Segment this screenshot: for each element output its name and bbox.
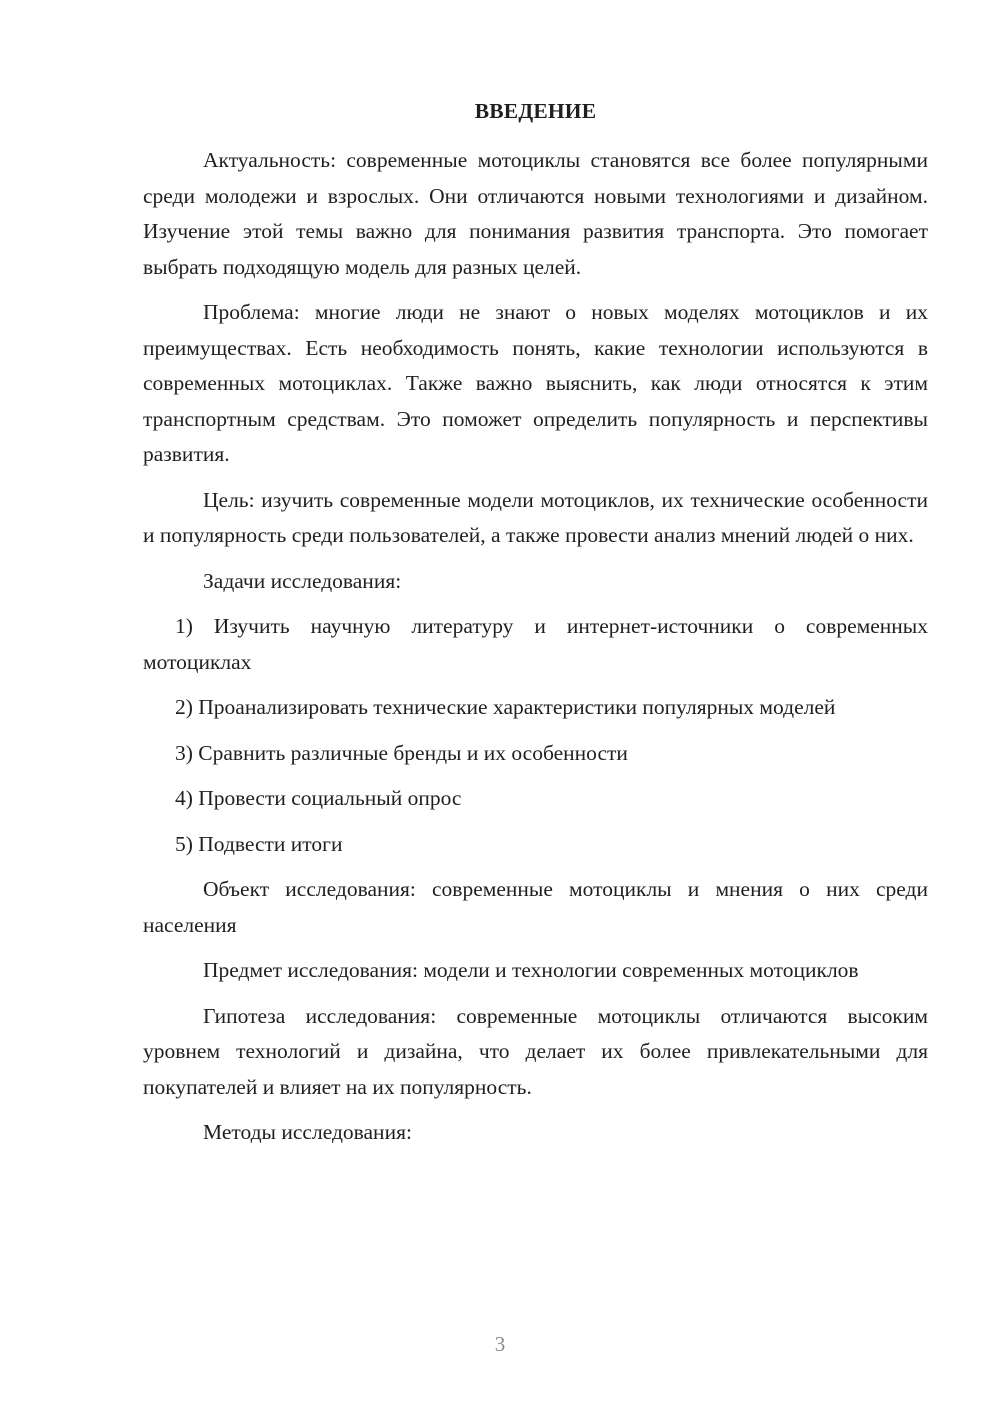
section-title: ВВЕДЕНИЕ — [474, 99, 597, 123]
hypothesis-paragraph: Гипотеза исследования: современные мотоциклы отличаются высоким уровнем технологий и дизайна, что делает их более привлекательными для покупателей и влияет на их популярность. — [143, 1003, 928, 1099]
task-item-2: 2) Проанализировать технические характеристики популярных моделей — [175, 695, 836, 719]
document-page — [143, 96, 928, 1161]
methods-heading: Методы исследования: — [203, 1120, 412, 1144]
task-item-3: 3) Сравнить различные бренды и их особенности — [175, 740, 628, 765]
relevance-paragraph: Актуальность: современные мотоциклы становятся все более популярными среди молодежи и взрослых. Они отличаются новыми технологиями и дизайном. Изучение этой темы важно для понимания развития транспорта. Это помогает выбрать подходящую модель для разных целей. — [143, 148, 928, 279]
tasks-heading: Задачи исследования: — [203, 568, 402, 593]
task-item-5: 5) Подвести итоги — [175, 831, 343, 856]
goal-paragraph: Цель: изучить современные модели мотоциклов, их технические особенности и популярность среди пользователей, а также провести анализ мнений людей о них. — [143, 487, 928, 547]
task-item-1: 1) Изучить научную литературу и интернет-источники о современных мотоциклах — [143, 614, 928, 674]
page-number: 3 — [494, 1332, 506, 1356]
subject-paragraph: Предмет исследования: модели и технологии современных мотоциклов — [203, 958, 859, 982]
object-paragraph: Объект исследования: современные мотоциклы и мнения о них среди населения — [143, 877, 928, 937]
problem-paragraph: Проблема: многие люди не знают о новых моделях мотоциклов и их преимуществах. Есть необходимость понять, какие технологии используются в современных мотоциклах. Также важно выяснить, как люди относятся к этим транспортным средствам. Это поможет определить популярность и перспективы развития. — [143, 300, 928, 466]
task-item-4: 4) Провести социальный опрос — [175, 786, 462, 810]
